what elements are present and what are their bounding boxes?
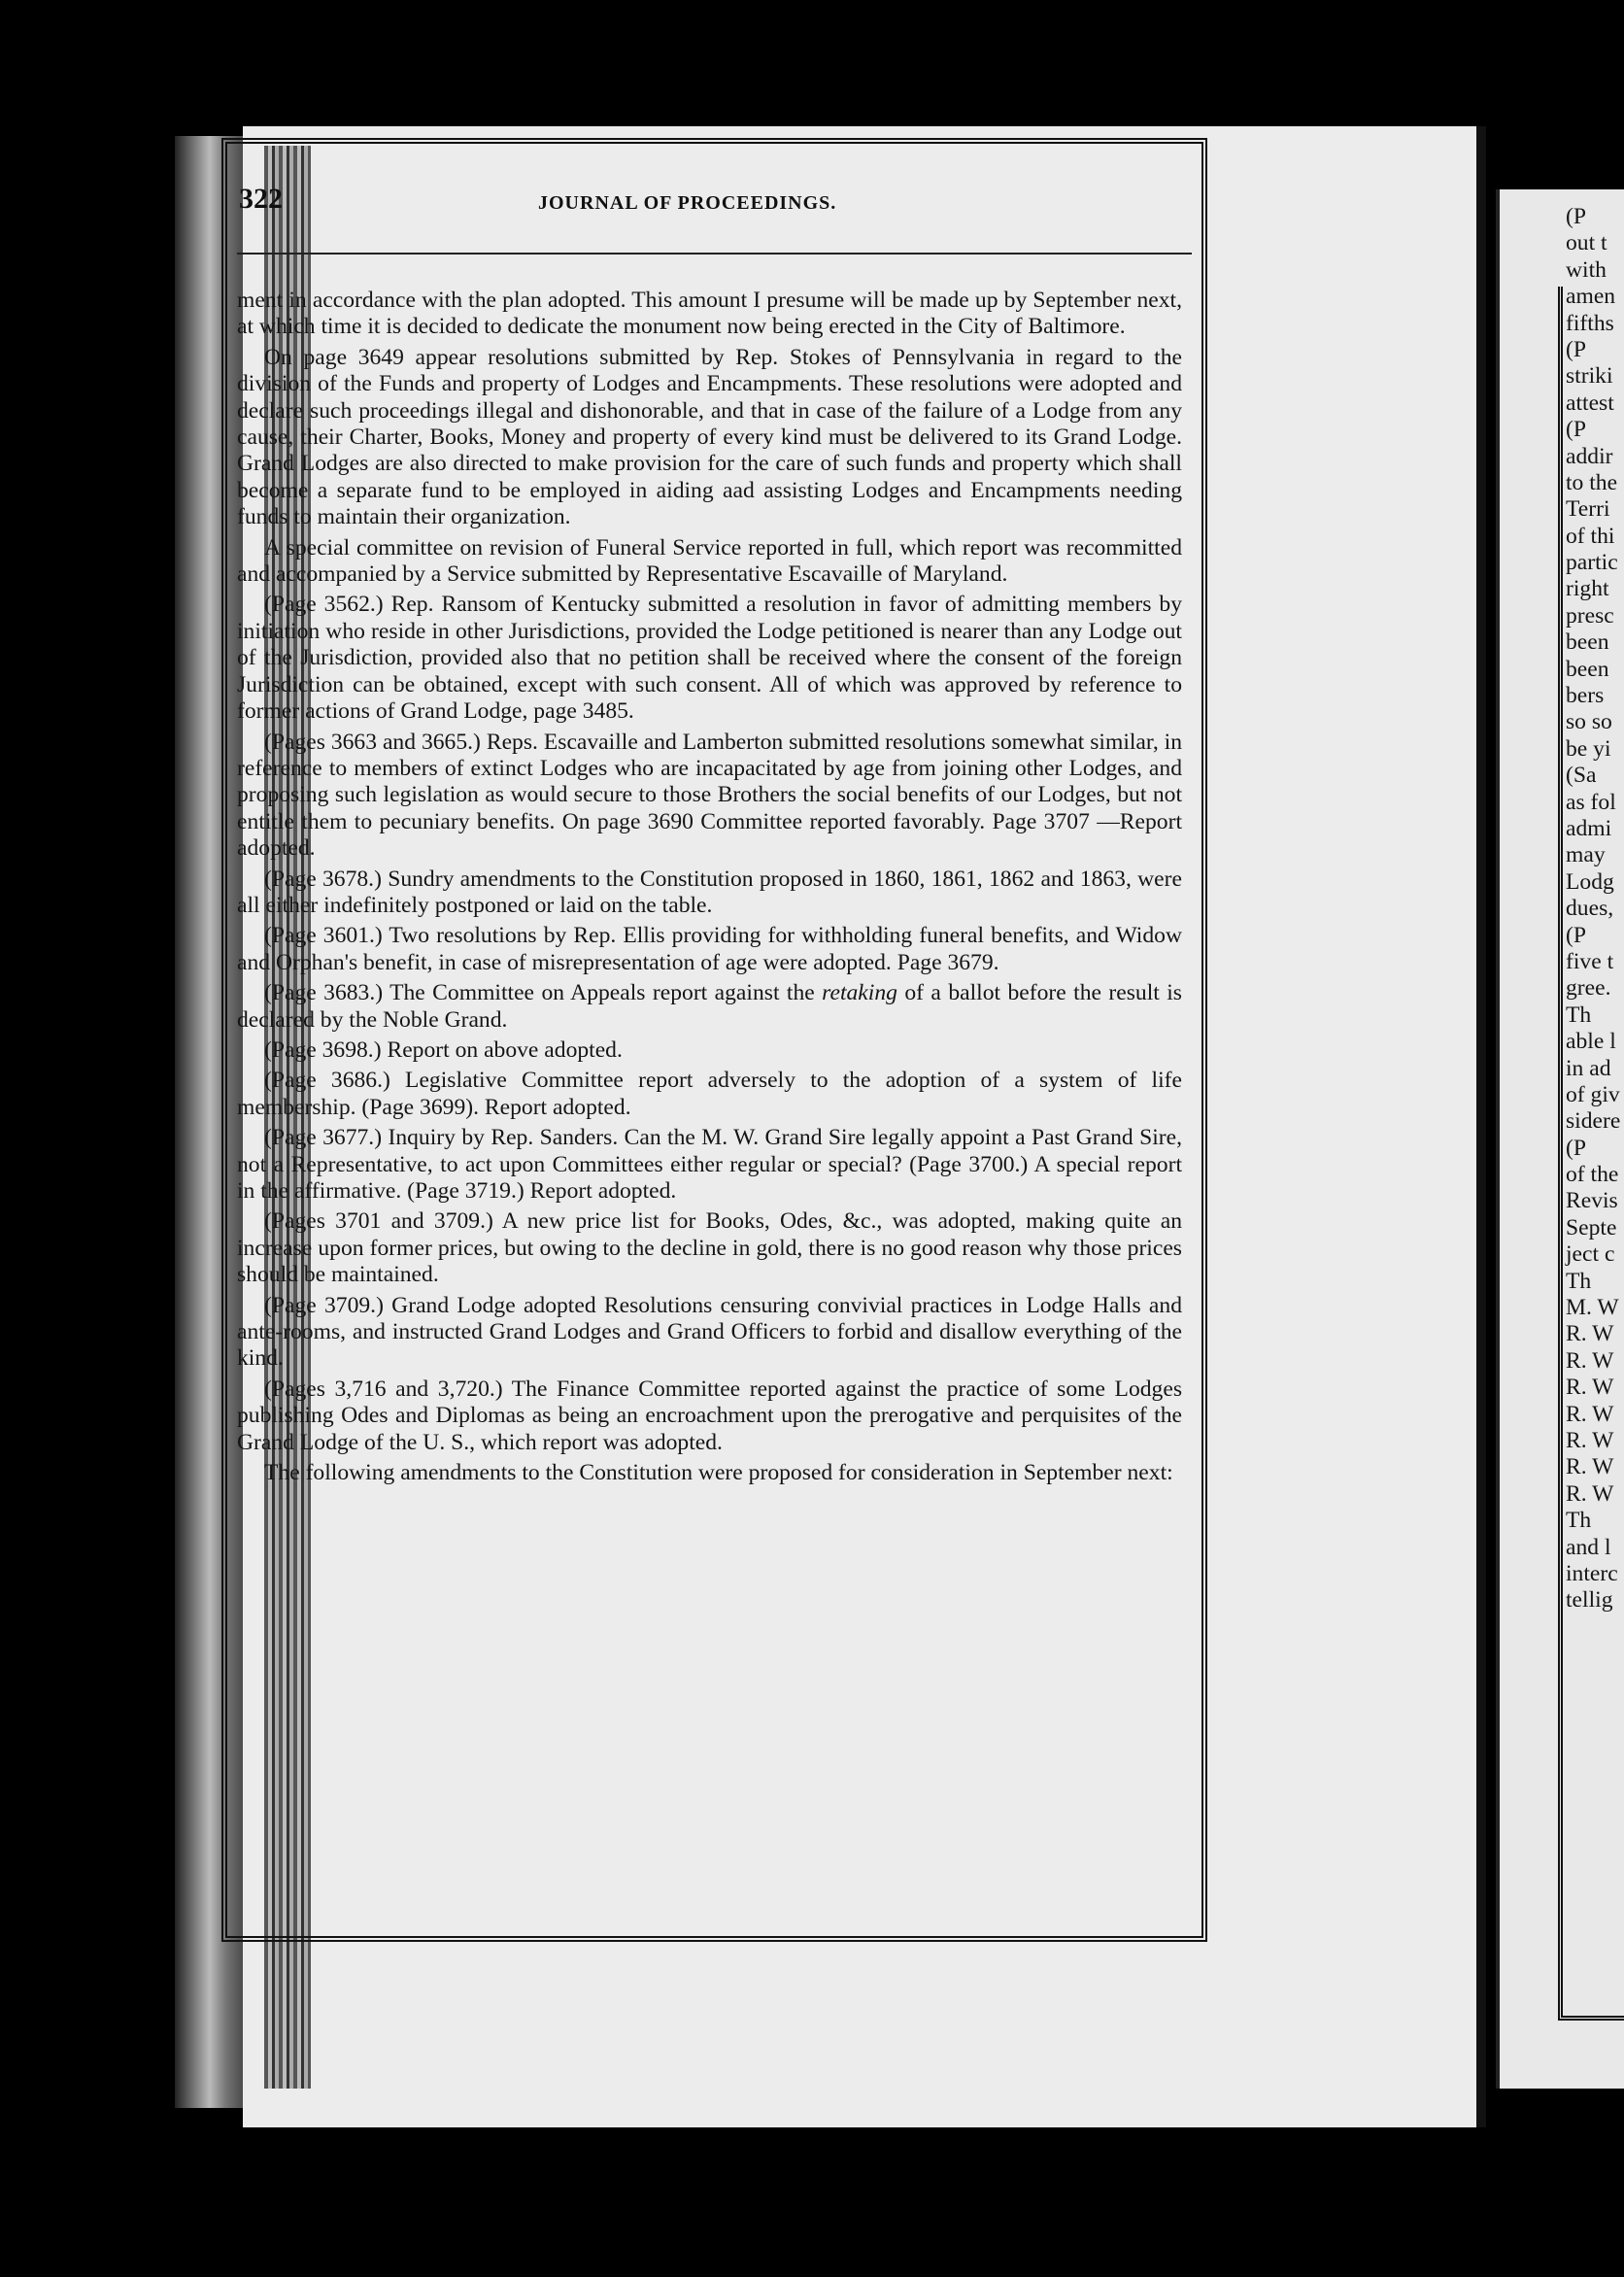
paragraph-7: (Page 3601.) Two resolutions by Rep. Ellis providing for withholding funeral benefits, and Widow and Orphan's benefit, in case of misrepresentation of age were adopted. Page 3679.: [237, 923, 1182, 975]
right-page-line: out t: [1566, 230, 1607, 256]
right-page-line: of thi: [1566, 523, 1615, 549]
right-page-line: Terri: [1566, 496, 1610, 523]
right-page-line: sidere: [1566, 1108, 1621, 1135]
page-frame: [221, 138, 1207, 1942]
right-page-line: may: [1566, 842, 1606, 868]
paragraph-5: (Pages 3663 and 3665.) Reps. Escavaille and Lamberton submitted resolutions somewhat similar, in reference to members of extinct Lodges who are incapacitated by age from joining other Lodges, and proposing such legislation as would secure to those Brothers the social benefits of our Lodges, but not entitle them to pecuniary benefits. On page 3690 Committee reported favorably. Page 3707 —Report adopted.: [237, 729, 1182, 862]
paragraph-13: (Page 3709.) Grand Lodge adopted Resolutions censuring convivial practices in Lodge Halls and ante-rooms, and instructed Grand Lodges and Grand Officers to forbid and disallow everything of the kind.: [237, 1292, 1182, 1372]
body-text: [237, 288, 1182, 1490]
right-page-line: been: [1566, 656, 1609, 682]
right-page-line: partic: [1566, 550, 1618, 576]
running-head: JOURNAL OF PROCEEDINGS.: [538, 192, 837, 214]
paragraph-3: A special committee on revision of Funeral Service reported in full, which report was recommitted and accompanied by a Service submitted by Representative Escavaille of Maryland.: [237, 534, 1182, 588]
paragraph-8-italic: retaking: [822, 980, 897, 1006]
right-page-line: with: [1566, 256, 1607, 283]
right-page-line: Septe: [1566, 1214, 1617, 1240]
paragraph-2: On page 3649 appear resolutions submitted by Rep. Stokes of Pennsylvania in regard to the division of the Funds and property of Lodges and Encampments. These resolutions were adopted and declare such proceedings illegal and dishonorable, and that in case of the failure of a Lodge from any cause, their Charter, Books, Money and property of every kind must be delivered to its Grand Lodge. Grand Lodges are also directed to make provision for the care of such funds and property which shall become a separate fund to be employed in aiding aad assisting Lodges and Encampments needing funds to maintain their organization.: [237, 344, 1182, 530]
right-page-line: of giv: [1566, 1081, 1620, 1107]
paragraph-14: (Pages 3,716 and 3,720.) The Finance Committee reported against the practice of some Lodges publishing Odes and Diplomas as being an encroachment upon the prerogative and perquisites of the Grand Lodge of the U. S., which report was adopted.: [237, 1376, 1182, 1455]
paragraph-12: (Pages 3701 and 3709.) A new price list for Books, Odes, &c., was adopted, making quite an increase upon former prices, but owing to the decline in gold, there is no good reason why those prices should be maintained.: [237, 1208, 1182, 1288]
page-header: [227, 183, 1201, 241]
right-page-line: (Sa: [1566, 763, 1597, 789]
right-page-line: dues,: [1566, 896, 1614, 922]
header-rule: [237, 253, 1192, 255]
right-page-line: and l: [1566, 1534, 1611, 1560]
right-page-line: R. W: [1566, 1427, 1614, 1453]
right-page-line: R. W: [1566, 1480, 1614, 1507]
right-page-line: right: [1566, 576, 1609, 602]
right-page-line: Lodg: [1566, 868, 1614, 895]
right-page-line: five t: [1566, 948, 1614, 974]
paragraph-11: (Page 3677.) Inquiry by Rep. Sanders. Can the M. W. Grand Sire legally appoint a Past Grand Sire, not a Representative, to act upon Committees either regular or special? (Page 3700.) A special report in the affirmative. (Page 3719.) Report adopted.: [237, 1125, 1182, 1204]
page-number: 322: [239, 183, 283, 215]
right-page-line: fifths: [1566, 310, 1614, 336]
right-page-line: (P: [1566, 417, 1586, 443]
right-page-line: to the: [1566, 469, 1618, 495]
right-page-line: (P: [1566, 922, 1586, 948]
right-page-line: R. W: [1566, 1347, 1614, 1374]
right-page-line: interc: [1566, 1560, 1618, 1586]
paragraph-8: [237, 980, 1182, 1034]
right-page-line: R. W: [1566, 1454, 1614, 1480]
right-page-line: (P: [1566, 1135, 1586, 1161]
right-page-line: Th: [1566, 1002, 1592, 1028]
right-page-line: Th: [1566, 1508, 1592, 1534]
right-page-line: (P: [1566, 204, 1586, 229]
right-page-line: admi: [1566, 815, 1612, 841]
right-page-line: Th: [1566, 1268, 1592, 1294]
right-page-line: addir: [1566, 443, 1613, 469]
right-page-line: M. W: [1566, 1295, 1619, 1321]
right-page-line: tellig: [1566, 1587, 1613, 1614]
right-page-line: R. W: [1566, 1321, 1614, 1347]
paragraph-9: (Page 3698.) Report on above adopted.: [264, 1037, 623, 1063]
right-page-line: ject c: [1566, 1241, 1615, 1268]
right-page-line: striki: [1566, 363, 1613, 390]
right-page-fragments: [1566, 204, 1620, 1614]
paragraph-8-start: (Page 3683.) The Committee on Appeals report against the: [264, 980, 823, 1006]
paragraph-6: (Page 3678.) Sundry amendments to the Constitution proposed in 1860, 1861, 1862 and 1863, were all either indefinitely postponed or laid on the table.: [237, 866, 1182, 918]
right-page-line: able l: [1566, 1029, 1616, 1055]
paragraph-15: The following amendments to the Constitution were proposed for consideration in September next:: [264, 1460, 1173, 1486]
paragraph-8-end: of a ballot before the result is declared by the Noble Grand.: [237, 980, 1182, 1033]
right-page-line: been: [1566, 629, 1609, 656]
right-page-line: gree.: [1566, 975, 1611, 1002]
right-page-line: of the: [1566, 1162, 1619, 1188]
paragraph-1: ment in accordance with the plan adopted. This amount I presume will be made up by September next, at which time it is decided to dedicate the monument now being erected in the City of Baltimore.: [237, 288, 1182, 340]
right-page-line: Revis: [1566, 1188, 1618, 1214]
right-page-line: as fol: [1566, 789, 1616, 815]
paragraph-10: (Page 3686.) Legislative Committee report adversely to the adoption of a system of life membership. (Page 3699). Report adopted.: [237, 1068, 1182, 1120]
right-page-line: so so: [1566, 709, 1612, 735]
right-page-line: attest: [1566, 390, 1614, 416]
right-page-line: R. W: [1566, 1401, 1614, 1427]
right-page-line: R. W: [1566, 1375, 1614, 1401]
right-page-line: amen: [1566, 284, 1616, 310]
right-page-line: (P: [1566, 336, 1586, 362]
paragraph-4: (Page 3562.) Rep. Ransom of Kentucky submitted a resolution in favor of admitting members by initiation who reside in other Jurisdictions, provided the Lodge petitioned is nearer than any Lodge out of the Jurisdiction, provided also that no petition shall be received where the consent of the foreign Jurisdiction can be obtained, except with such consent. All of which was approved by reference to former actions of Grand Lodge, page 3485.: [237, 592, 1182, 725]
right-page-line: bers: [1566, 683, 1605, 709]
right-page-line: presc: [1566, 602, 1614, 629]
right-page-line: be yi: [1566, 735, 1611, 762]
right-page-line: in ad: [1566, 1055, 1611, 1081]
